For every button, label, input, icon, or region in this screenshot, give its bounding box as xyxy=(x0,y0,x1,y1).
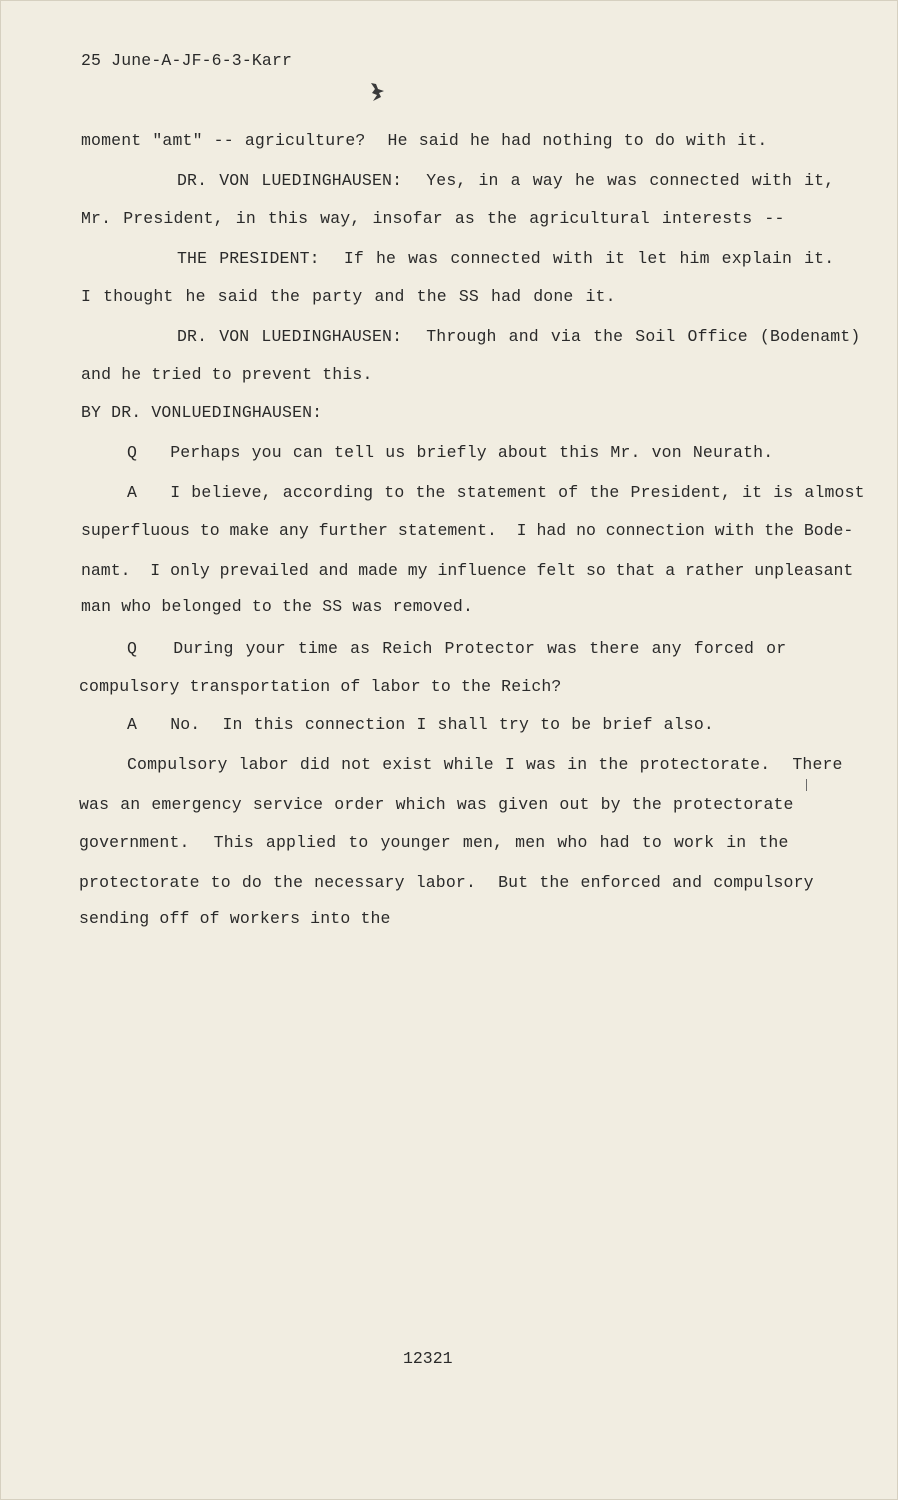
text-line-18: was an emergency service order which was given out by the protectorate xyxy=(79,795,794,814)
text-line-12: namt. I only prevailed and made my influence felt so that a rather unpleasant xyxy=(81,561,854,580)
text-line-15: compulsory transportation of labor to the Reich? xyxy=(79,677,562,696)
handwritten-mark-icon xyxy=(363,79,389,105)
text-line-5: I thought he said the party and the SS had done it. xyxy=(81,287,616,306)
text-line-13: man who belonged to the SS was removed. xyxy=(81,597,474,616)
text-line-2: DR. VON LUEDINGHAUSEN: Yes, in a way he was connected with it, xyxy=(177,171,835,190)
text-line-14: Q During your time as Reich Protector was there any forced or xyxy=(127,639,787,658)
text-line-10: A I believe, according to the statement of the President, it is almost xyxy=(127,483,865,502)
text-line-6: DR. VON LUEDINGHAUSEN: Through and via the Soil Office (Bodenamt) xyxy=(177,327,861,346)
text-line-11: superfluous to make any further statement. I had no connection with the Bode- xyxy=(81,521,854,540)
stray-mark xyxy=(806,779,807,791)
page-number: 12321 xyxy=(403,1349,453,1368)
text-line-20: protectorate to do the necessary labor. But the enforced and compulsory xyxy=(79,873,814,892)
text-line-4: THE PRESIDENT: If he was connected with it let him explain it. xyxy=(177,249,835,268)
text-line-3: Mr. President, in this way, insofar as the agricultural interests -- xyxy=(81,209,785,228)
text-line-17: Compulsory labor did not exist while I was in the protectorate. There xyxy=(127,755,843,774)
text-line-19: government. This applied to younger men, men who had to work in the xyxy=(79,833,789,852)
text-line-9: Q Perhaps you can tell us briefly about this Mr. von Neurath. xyxy=(127,443,774,462)
examination-heading: BY DR. VONLUEDINGHAUSEN: xyxy=(81,403,323,422)
text-line-7: and he tried to prevent this. xyxy=(81,365,373,384)
text-line-1: moment "amt" -- agriculture? He said he had nothing to do with it. xyxy=(81,131,768,150)
text-line-16: A No. In this connection I shall try to be brief also. xyxy=(127,715,714,734)
document-reference: 25 June-A-JF-6-3-Karr xyxy=(81,51,293,70)
text-line-21: sending off of workers into the xyxy=(79,909,391,928)
